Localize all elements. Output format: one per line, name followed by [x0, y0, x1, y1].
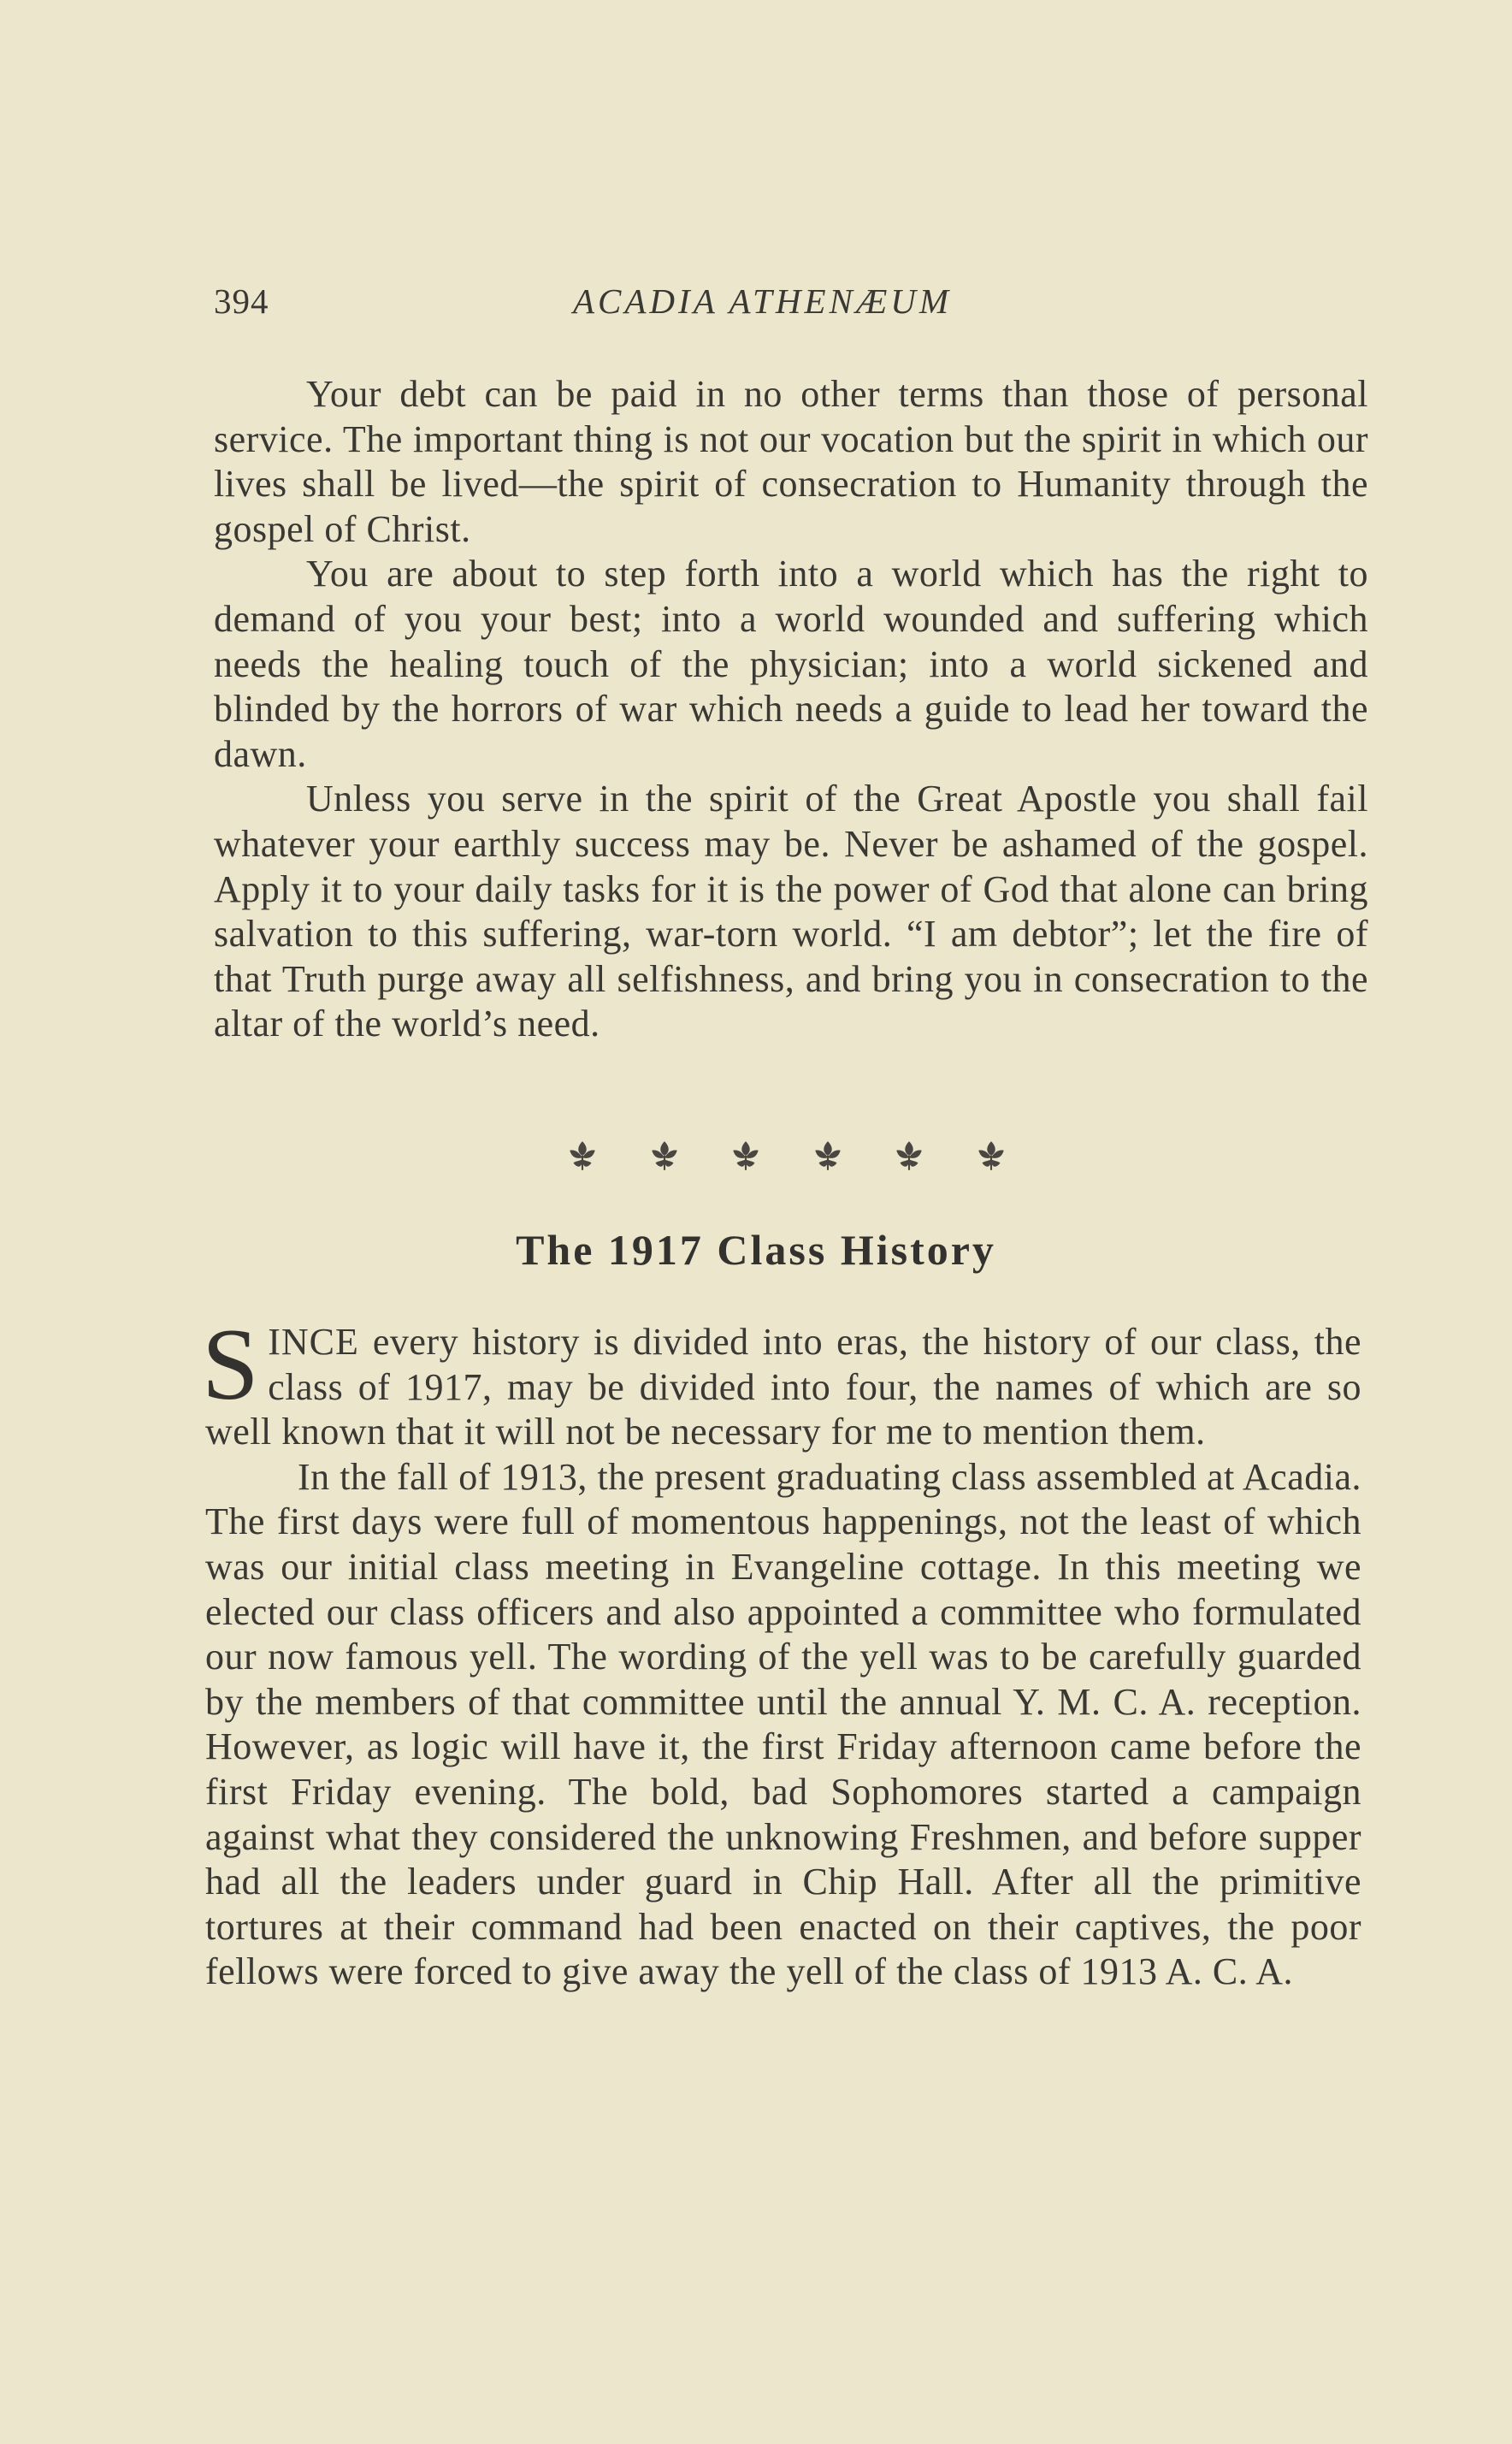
paragraph: In the fall of 1913, the present graduating class assembled at Acadia. The first days were full of momentous happenings, not the least of which was our initial class meeting in Evangeline cottage. In this meeting we elected our class officers and also appointed a committee who formulated our now famous yell. The wording of the yell was to be carefully guarded by the members of that committee until the annual Y. M. C. A. reception. However, as logic will have it, the first Friday afternoon came before the first Friday evening. The bold, bad Sophomores started a campaign against what they considered the unknowing Freshmen, and before supper had all the leaders under guard in Chip Hall. After all the primitive tortures at their command had been enacted on their captives, the poor fellows were forced to give away the yell of the class of 1913 A. C. A. [205, 1455, 1361, 1993]
paragraph: Unless you serve in the spirit of the Great Apostle you shall fail whatever your earthly success may be. Never be ashamed of the gospel. Apply it to your daily tasks for it is the power of God that alone can bring salvation to this suffering, war-torn world. “I am debtor”; let the fire of that Truth purge away all selfishness, and bring you in consecration to the altar of the world’s need. [214, 778, 1368, 1045]
leaf-ornament-icon [728, 1138, 764, 1174]
leaf-ornament-icon [647, 1138, 682, 1174]
page-number: 394 [214, 281, 269, 321]
paragraph: Your debt can be paid in no other terms than those of personal service. The important thing is not our vocation but the spirit in which our lives shall be lived—the spirit of consecration to Humanity through the gospel of Christ. [214, 373, 1368, 550]
journal-title: ACADIA ATHENÆUM [573, 281, 953, 321]
article-conclusion [214, 372, 1368, 1047]
ornament-divider [564, 1138, 1009, 1174]
leaf-ornament-icon [973, 1138, 1009, 1174]
leaf-ornament-icon [810, 1138, 846, 1174]
leaf-ornament-icon [891, 1138, 927, 1174]
opening-text: every history is divided into eras, the history of our class, the class of 1917, may be divided into four, the names of which are so well known that it will not be necessary for me to mention them. [205, 1321, 1361, 1453]
class-history-text [202, 1307, 1361, 1995]
drop-cap: S [202, 1307, 260, 1421]
opening-caps: INCE [268, 1321, 359, 1363]
leaf-ornament-icon [564, 1138, 600, 1174]
paragraph: You are about to step forth into a world which has the right to demand of you your best; into a world wounded and suffering which needs the healing touch of the physician; into a world sickened and blinded by the horrors of war which needs a guide to lead her toward the dawn. [214, 553, 1368, 775]
section-title: The 1917 Class History [516, 1226, 996, 1274]
opening-paragraph [202, 1307, 1361, 1455]
running-head [214, 281, 1377, 332]
